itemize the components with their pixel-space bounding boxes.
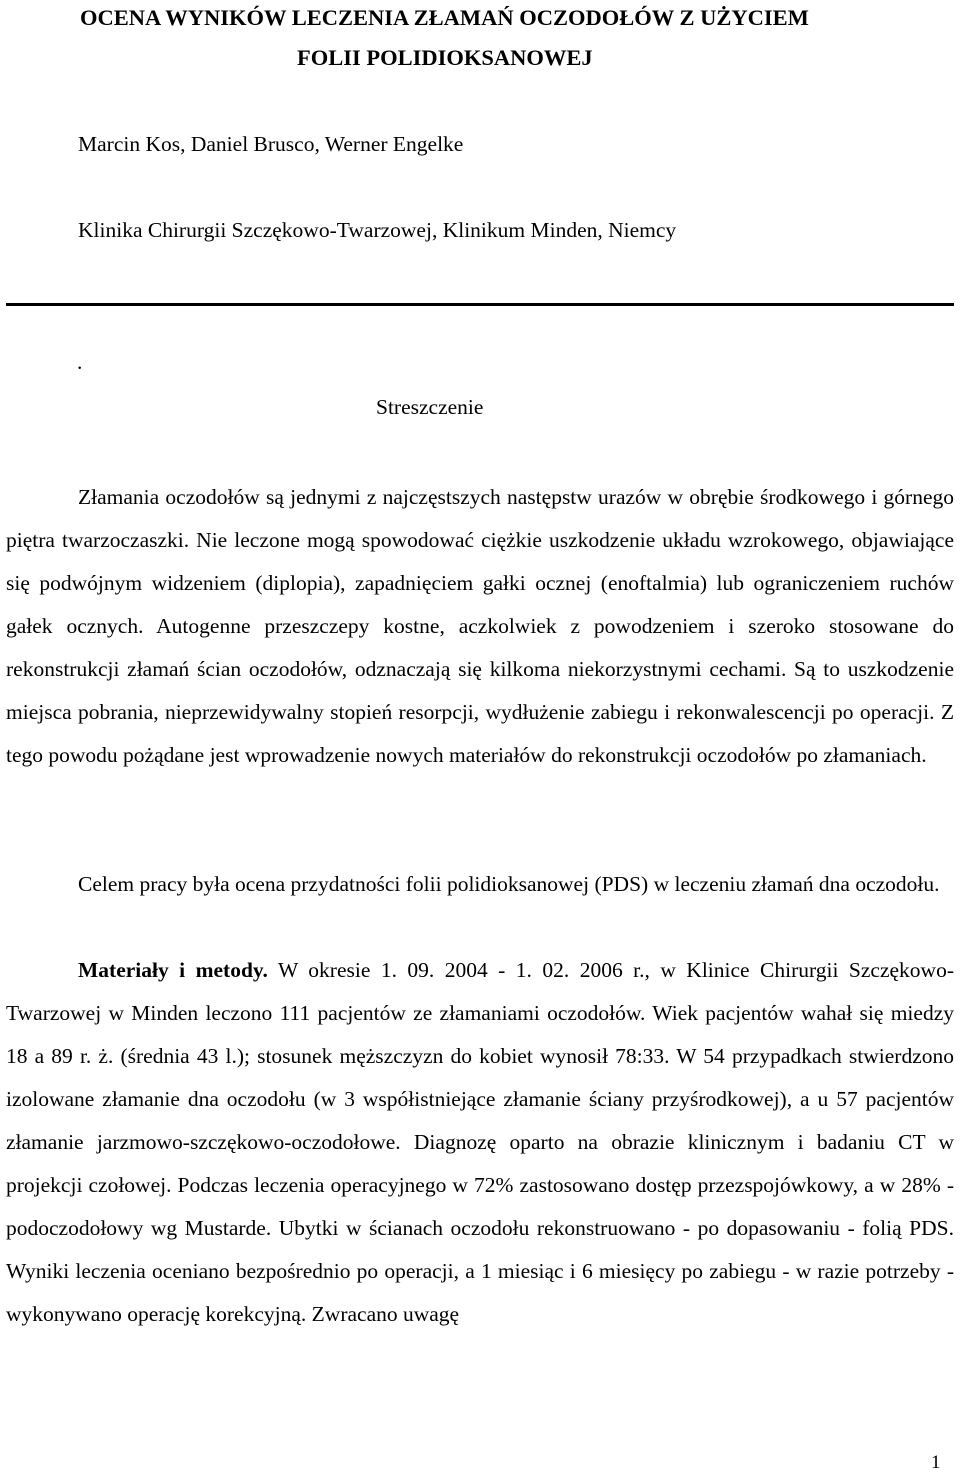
abstract-paragraph-2 bbox=[6, 863, 954, 906]
paragraph-1-text: Złamania oczodołów są jednymi z najczęstszych następstw urazów w obrębie środkowego i górnego piętra twarzoczaszki. Nie leczone mogą spowodować ciężkie uszkodzenie układu wzrokowego, objawiające się podwójnym widzeniem (diplopia), zapadnięciem gałki ocznej (enoftalmia) lub ograniczeniem ruchów gałek ocznych. Autogenne przeszczepy kostne, aczkolwiek z powodzeniem i szeroko stosowane do rekonstrukcji złamań ścian oczodołów, odznaczają się kilkoma niekorzystnymi cechami. Są to uszkodzenie miejsca pobrania, nieprzewidywalny stopień resorpcji, wydłużenie zabiegu i rekonwalescencji po operacji. Z tego powodu pożądane jest wprowadzenie nowych materiałów do rekonstrukcji oczodołów po złamaniach. bbox=[6, 485, 954, 767]
header-divider bbox=[6, 303, 954, 306]
methods-date: W okresie 1. 09. 2004 - 1. 02. 2006 r. bbox=[277, 958, 645, 982]
stray-dot: . bbox=[77, 350, 83, 374]
paper-title-line-2: FOLII POLIDIOKSANOWEJ bbox=[297, 45, 593, 70]
methods-text: , w Klinice Chirurgii Szczękowo-Twarzowej w Minden leczono 111 pacjentów ze złamaniami oczodołów. Wiek pacjentów wahał się miedzy 18 a 89 r. ż. (średnia 43 l.); stosunek męższczyzn do kobiet wynosił 78:33. W 54 przypadkach stwierdzono izolowane złamanie dna oczodołu (w 3 współistniejące złamanie ściany przyśrodkowej), a u 57 pacjentów złamanie jarzmowo-szczękowo-oczodołowe. Diagnozę oparto na obrazie klinicznym i badaniu CT w projekcji czołowej. Podczas leczenia operacyjnego w 72% zastosowano dostęp przezspojówkowy, a w 28% - podoczodołowy wg Mustarde. Ubytki w ścianach oczodołu rekonstruowano - po dopasowaniu - folią PDS. Wyniki leczenia oceniano bezpośrednio po operacji, a 1 miesiąc i 6 miesięcy po zabiegu - w razie potrzeby - wykonywano operację korekcyjną. Zwracano uwagę bbox=[6, 958, 954, 1326]
methods-paragraph bbox=[6, 949, 954, 1336]
paper-title-line-1: OCENA WYNIKÓW LECZENIA ZŁAMAŃ OCZODOŁÓW Z UŻYCIEM bbox=[80, 5, 809, 30]
methods-label: Materiały i metody. bbox=[78, 958, 268, 982]
affiliation: Klinika Chirurgii Szczękowo-Twarzowej, Klinikum Minden, Niemcy bbox=[78, 218, 677, 242]
abstract-paragraph-1 bbox=[6, 476, 954, 777]
page-number: 1 bbox=[931, 1452, 941, 1473]
authors: Marcin Kos, Daniel Brusco, Werner Engelke bbox=[78, 132, 464, 156]
abstract-heading: Streszczenie bbox=[376, 395, 484, 419]
paragraph-2-text: Celem pracy była ocena przydatności folii polidioksanowej (PDS) w leczeniu złamań dna oczodołu. bbox=[78, 872, 940, 896]
